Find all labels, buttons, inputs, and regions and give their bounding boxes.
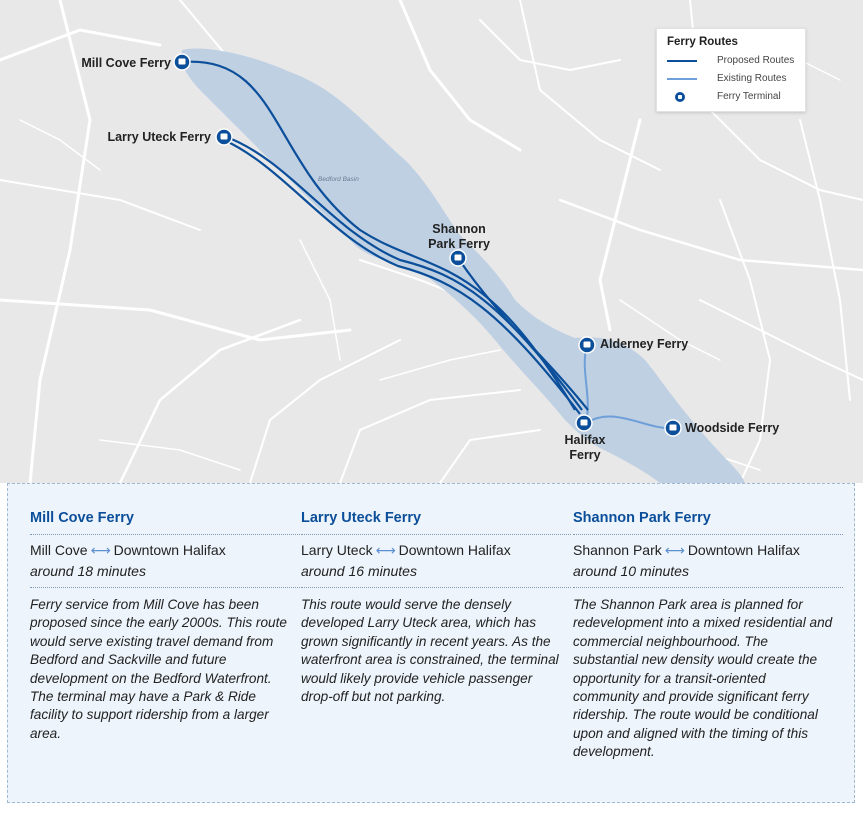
route-description: Ferry service from Mill Cove has been proposed since the early 2000s. This route would serve existing travel demand from Bedford and Sackville and future development on the Bedford Waterfront. The terminal may have a Park & Ride facility to support ridership from a larger area. — [30, 597, 287, 741]
legend-terminal-label: Ferry Terminal — [717, 91, 781, 102]
route-destination: Downtown Halifax — [687, 542, 800, 558]
legend-existing-label: Existing Routes — [717, 73, 787, 84]
route-origin: Mill Cove — [30, 542, 88, 558]
legend-title: Ferry Routes — [667, 36, 738, 48]
map-legend — [656, 28, 806, 112]
existing-route-swatch — [667, 78, 697, 80]
terminal-woodside[interactable] — [665, 420, 681, 436]
label-larry-uteck: Larry Uteck Ferry — [107, 130, 211, 144]
divider — [573, 534, 843, 535]
divider — [573, 587, 843, 588]
bidirectional-arrow-icon: ⟷ — [90, 542, 111, 558]
label-alderney: Alderney Ferry — [600, 337, 689, 351]
route-destination: Downtown Halifax — [113, 542, 226, 558]
terminal-alderney[interactable] — [579, 337, 595, 353]
route-endpoints — [573, 542, 800, 559]
divider — [30, 587, 300, 588]
label-shannon-line2: Park Ferry — [428, 237, 490, 251]
route-time: around 10 minutes — [573, 563, 689, 579]
terminal-halifax[interactable] — [576, 415, 592, 431]
proposed-route-swatch — [667, 60, 697, 62]
legend-proposed-label: Proposed Routes — [717, 55, 795, 66]
divider — [301, 587, 571, 588]
terminal-larry-uteck[interactable] — [216, 129, 232, 145]
terminal-mill-cove[interactable] — [174, 54, 190, 70]
route-time: around 18 minutes — [30, 563, 146, 579]
label-shannon-line1: Shannon — [432, 222, 486, 236]
divider — [301, 534, 571, 535]
legend-item-proposed — [667, 54, 805, 68]
bedford-basin-label: Bedford Basin — [318, 176, 359, 183]
route-title: Mill Cove Ferry — [30, 510, 134, 526]
bidirectional-arrow-icon: ⟷ — [375, 542, 396, 558]
divider — [30, 534, 300, 535]
route-description: The Shannon Park area is planned for redevelopment into a mixed residential and commercial neighbourhood. The substantial new density would create the opportunity for a transit-oriented community and provide significant ferry ridership. The route would be conditional upon and aligned with the timing of this development. — [573, 597, 833, 760]
label-woodside: Woodside Ferry — [685, 421, 780, 435]
ferry-terminal-icon — [674, 91, 686, 103]
label-mill-cove: Mill Cove Ferry — [81, 56, 171, 70]
legend-item-terminal — [667, 90, 805, 104]
route-description: This route would serve the densely developed Larry Uteck area, which has grown significantly in recent years. As the waterfront area is constrained, the terminal would likely provide vehicle passenger drop-off but not parking. — [301, 597, 559, 705]
route-title: Shannon Park Ferry — [573, 510, 711, 526]
label-halifax-line2: Ferry — [569, 448, 601, 462]
bidirectional-arrow-icon: ⟷ — [664, 542, 685, 558]
route-info-panel — [7, 483, 855, 803]
legend-item-existing — [667, 72, 805, 86]
route-title: Larry Uteck Ferry — [301, 510, 422, 526]
route-endpoints — [301, 542, 511, 559]
route-endpoints — [30, 542, 226, 559]
route-destination: Downtown Halifax — [398, 542, 511, 558]
route-time: around 16 minutes — [301, 563, 417, 579]
route-origin: Larry Uteck — [301, 542, 373, 558]
route-origin: Shannon Park — [573, 542, 662, 558]
terminal-shannon-park[interactable] — [450, 250, 466, 266]
label-halifax-line1: Halifax — [564, 433, 606, 447]
